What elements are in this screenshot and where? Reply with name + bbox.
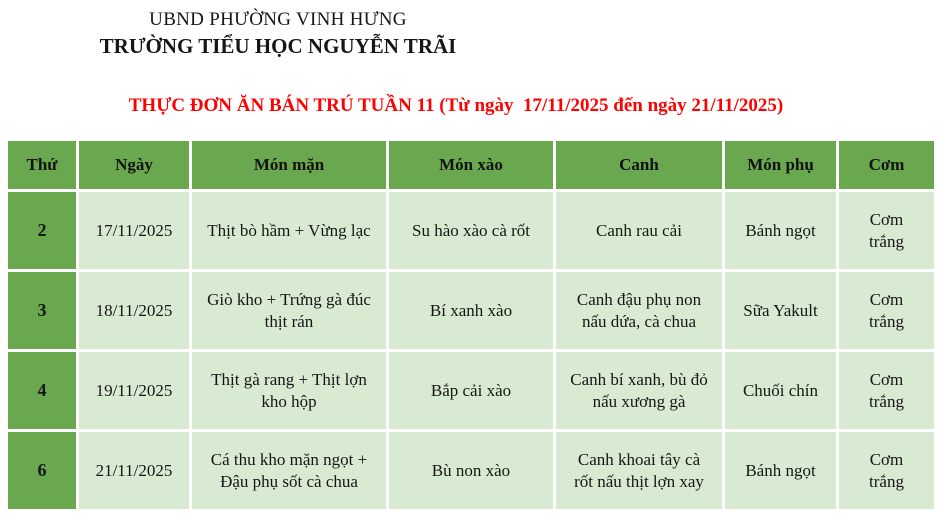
cell-rice: Cơm trắng bbox=[839, 432, 934, 509]
cell-stirfry-dish: Bắp cải xào bbox=[389, 352, 553, 429]
menu-table-body bbox=[8, 192, 934, 509]
cell-date: 18/11/2025 bbox=[79, 272, 189, 349]
table-row bbox=[8, 272, 934, 349]
menu-table-header bbox=[8, 141, 934, 189]
menu-title: THỰC ĐƠN ĂN BÁN TRÚ TUẦN 11 (Từ ngày 17/11/2025 đến ngày 21/11/2025) bbox=[128, 95, 784, 117]
cell-stirfry-dish: Bù non xào bbox=[389, 432, 553, 509]
header-row bbox=[8, 141, 934, 189]
cell-soup: Canh rau cải bbox=[556, 192, 722, 269]
cell-soup: Canh đậu phụ non nấu dứa, cà chua bbox=[556, 272, 722, 349]
cell-soup: Canh bí xanh, bù đỏ nấu xương gà bbox=[556, 352, 722, 429]
org-name-line1: UBND PHƯỜNG VINH HƯNG bbox=[149, 9, 407, 30]
table-row bbox=[8, 352, 934, 429]
table-row bbox=[8, 192, 934, 269]
cell-side-dish: Sữa Yakult bbox=[725, 272, 836, 349]
cell-date: 21/11/2025 bbox=[79, 432, 189, 509]
column-header-canh: Canh bbox=[556, 141, 722, 189]
cell-main-dish: Giò kho + Trứng gà đúc thịt rán bbox=[192, 272, 386, 349]
column-header-mon-man: Món mặn bbox=[192, 141, 386, 189]
column-header-thu: Thứ bbox=[8, 141, 76, 189]
organization-header bbox=[0, 9, 556, 59]
menu-table bbox=[5, 138, 937, 512]
cell-side-dish: Chuối chín bbox=[725, 352, 836, 429]
column-header-ngay: Ngày bbox=[79, 141, 189, 189]
cell-date: 19/11/2025 bbox=[79, 352, 189, 429]
cell-date: 17/11/2025 bbox=[79, 192, 189, 269]
cell-rice: Cơm trắng bbox=[839, 192, 934, 269]
column-header-mon-phu: Món phụ bbox=[725, 141, 836, 189]
cell-weekday: 6 bbox=[8, 432, 76, 509]
cell-side-dish: Bánh ngọt bbox=[725, 432, 836, 509]
column-header-mon-xao: Món xào bbox=[389, 141, 553, 189]
cell-stirfry-dish: Bí xanh xào bbox=[389, 272, 553, 349]
cell-weekday: 3 bbox=[8, 272, 76, 349]
cell-rice: Cơm trắng bbox=[839, 272, 934, 349]
cell-rice: Cơm trắng bbox=[839, 352, 934, 429]
column-header-com: Cơm bbox=[839, 141, 934, 189]
cell-main-dish: Thịt gà rang + Thịt lợn kho hộp bbox=[192, 352, 386, 429]
cell-main-dish: Cá thu kho mặn ngọt + Đậu phụ sốt cà chua bbox=[192, 432, 386, 509]
cell-stirfry-dish: Su hào xào cà rốt bbox=[389, 192, 553, 269]
table-row bbox=[8, 432, 934, 509]
cell-main-dish: Thịt bò hầm + Vừng lạc bbox=[192, 192, 386, 269]
cell-weekday: 2 bbox=[8, 192, 76, 269]
org-name-line2: TRƯỜNG TIỂU HỌC NGUYỄN TRÃI bbox=[99, 34, 457, 59]
cell-weekday: 4 bbox=[8, 352, 76, 429]
cell-side-dish: Bánh ngọt bbox=[725, 192, 836, 269]
cell-soup: Canh khoai tây cà rốt nấu thịt lợn xay bbox=[556, 432, 722, 509]
